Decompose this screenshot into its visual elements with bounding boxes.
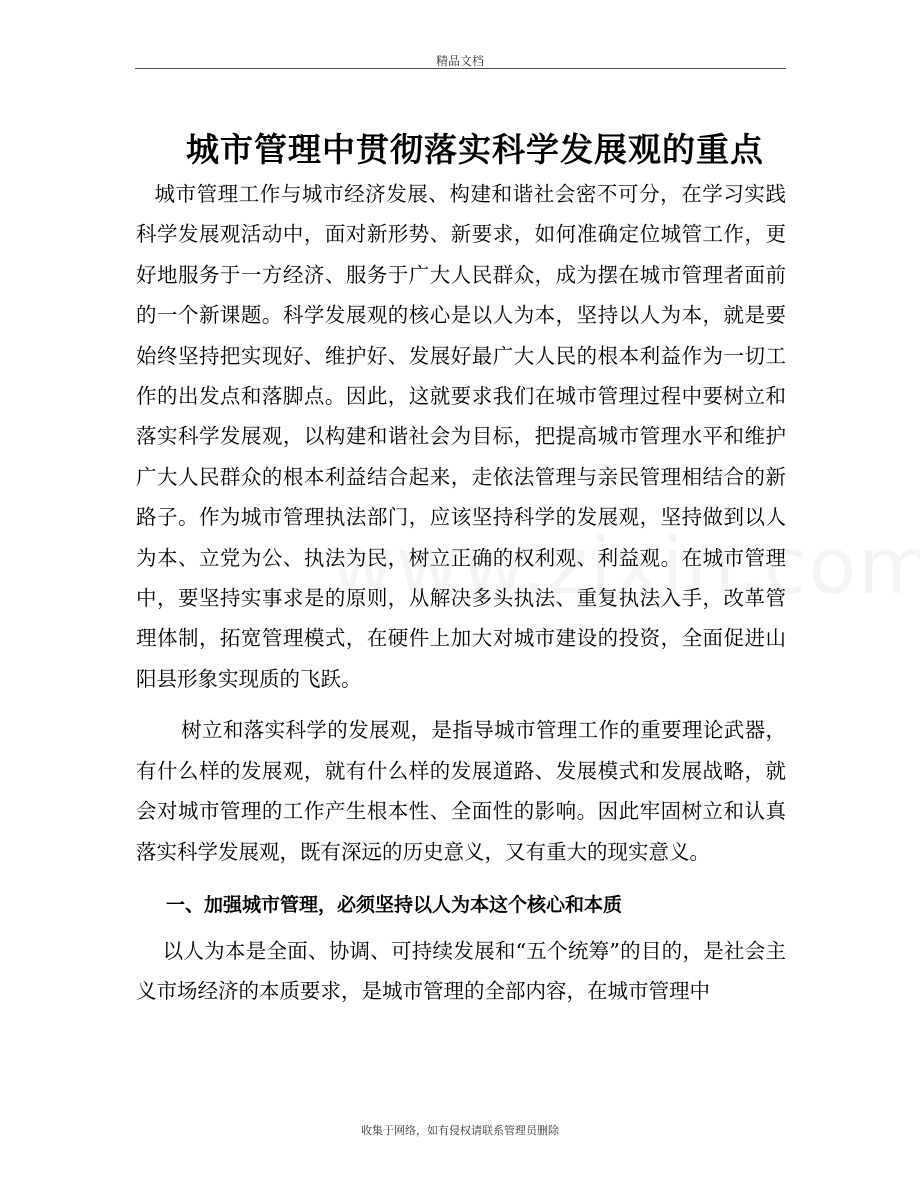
document-title: 城市管理中贯彻落实科学发展观的重点	[186, 130, 764, 169]
body-paragraph-1: 城市管理工作与城市经济发展、构建和谐社会密不可分，在学习实践科学发展观活动中，面对新形势、新要求，如何准确定位城管工作，更好地服务于一方经济、服务于广大人民群众，成为摆在城市管理者面前的一个新课题。科学发展观的核心是以人为本，坚持以人为本，就是要始终坚持把实现好、维护好、发展好最广大人民的根本利益作为一切工作的出发点和落脚点。因此，这就要求我们在城市管理过程中要树立和落实科学发展观，以构建和谐社会为目标，把提高城市管理水平和维护广大人民群众的根本利益结合起来，走依法管理与亲民管理相结合的新路子。作为城市管理执法部门，应该坚持科学的发展观，坚持做到以人为本、立党为公、执法为民，树立正确的权利观、利益观。在城市管理中，要坚持实事求是的原则，从解决多头执法、重复执法入手，改革管理体制，拓宽管理模式，在硬件上加大对城市建设的投资，全面促进山阳县形象实现质的飞跃。	[136, 182, 786, 691]
document-body	[136, 174, 786, 1012]
footer-label: 收集于网络，如有侵权请联系管理员删除	[361, 1124, 559, 1137]
header-divider	[135, 68, 786, 69]
section-paragraph-1: 以人为本是全面、协调、可持续发展和“五个统筹”的目的，是社会主义市场经济的本质要求，是城市管理的全部内容，在城市管理中	[136, 938, 786, 1004]
section-heading-1: 一、加强城市管理，必须坚持以人为本这个核心和本质	[166, 893, 623, 916]
header-label: 精品文档	[435, 54, 484, 68]
body-paragraph-2: 树立和落实科学的发展观，是指导城市管理工作的重要理论武器，有什么样的发展观，就有什么样的发展道路、发展模式和发展战略，就会对城市管理的工作产生根本性、全面性的影响。因此牢固树立和认真落实科学发展观，既有深远的历史意义，又有重大的现实意义。	[136, 718, 786, 864]
